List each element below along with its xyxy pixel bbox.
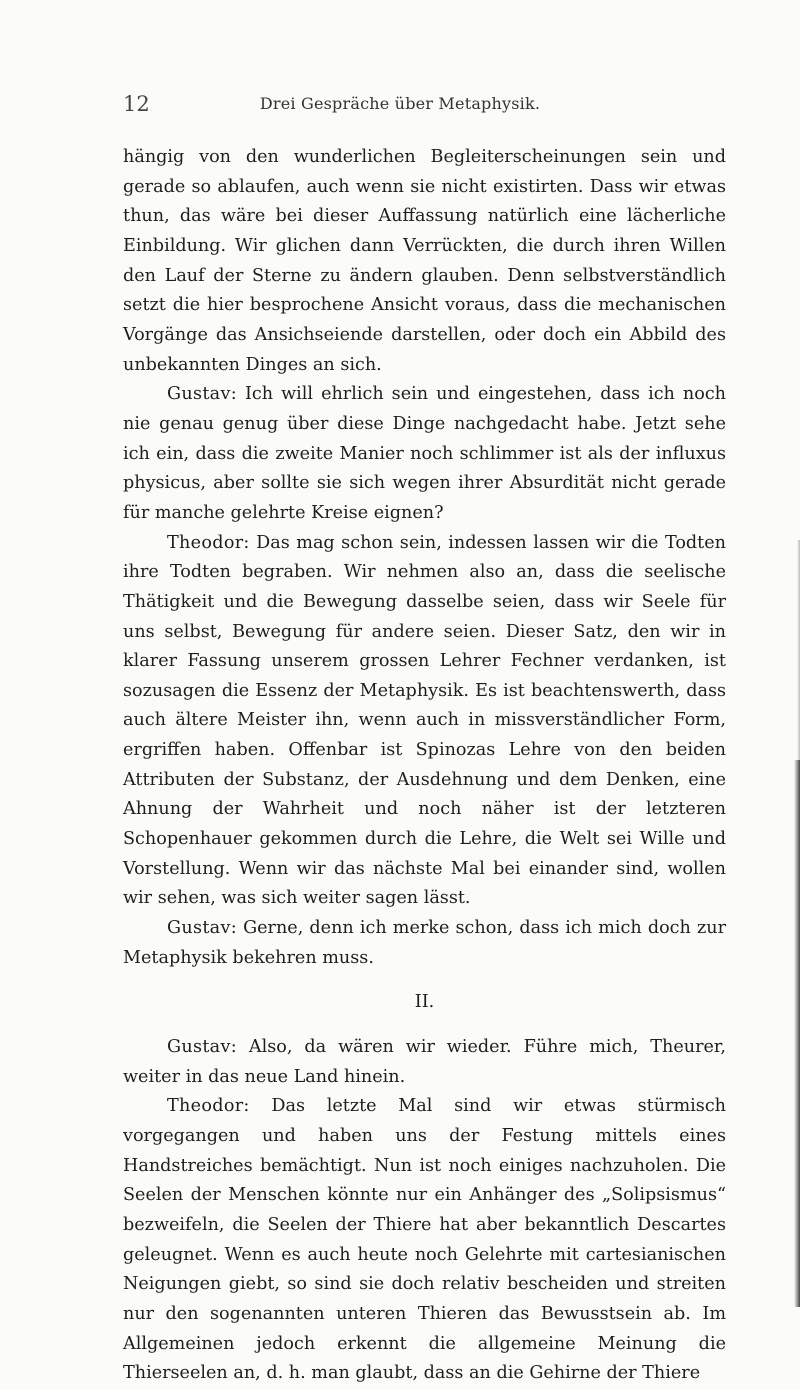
paragraph-text: Das letzte Mal sind wir etwas stürmisch vorgegangen und haben uns der Festung mittels eines Handstreiches bemächtigt. Nun ist noch einiges nachzuholen. Die Seelen der Menschen könnte nur ein Anhänger des „Solipsismus“ bezweifeln, die Seelen der Thiere hat aber bekanntlich Descartes geleugnet. Wenn es auch heute noch Gelehrte mit cartesianischen Neigungen giebt, so sind sie doch relativ bescheiden und streiten nur den sogenannten unteren Thieren das Bewusstsein ab. Im Allgemeinen jedoch erkennt die allgemeine Meinung die Thierseelen an, d. h. man glaubt, dass an die Gehirne der Thiere (123, 1096, 727, 1384)
paragraph-text: Das mag schon sein, indessen lassen wir die Todten ihre Todten begraben. Wir nehmen also an, dass die seelische Thätigkeit und die Bewegung dasselbe seien, dass wir Seele für uns selbst, Bewegung für andere seien. Dieser Satz, den wir in klarer Fassung unserem grossen Lehrer Fechner verdanken, ist sozusagen die Essenz der Metaphysik. Es ist beachtenswerth, dass auch ältere Meister ihn, wenn auch in missverständlicher Form, ergriffen haben. Offenbar ist Spinozas Lehre von den beiden Attributen der Substanz, der Ausdehnung und dem Denken, eine Ahnung der Wahrheit und noch näher ist der letzteren Schopenhauer gekommen durch die Lehre, die Welt sei Wille und Vorstellung. Wenn wir das nächste Mal bei einander sind, wollen wir sehen, was sich weiter sagen lässt. (123, 532, 726, 909)
speaker-label: Theodor: (167, 1096, 250, 1117)
paragraph (123, 529, 726, 915)
page-number: 12 (123, 92, 150, 116)
paragraph-text: Gerne, denn ich merke schon, dass ich mich doch zur Metaphysik bekehren muss. (123, 918, 726, 968)
running-title: Drei Gespräche über Metaphysik. (259, 94, 541, 113)
section-heading: II. (414, 992, 435, 1013)
speaker-label: Gustav: (167, 1037, 237, 1058)
paragraph (123, 1033, 726, 1092)
page-header (0, 92, 800, 122)
speaker-label: Gustav: (167, 918, 237, 939)
paragraph-text: hängig von den wunderlichen Begleiterscheinungen sein und gerade so ablaufen, auch wenn sie nicht existirten. Dass wir etwas thun, das wäre bei dieser Auffassung natürlich eine lächerliche Einbildung. Wir glichen dann Verrückten, die durch ihren Willen den Lauf der Sterne zu ändern glauben. Denn selbstverständlich setzt die hier besprochene Ansicht voraus, dass die mechanischen Vorgänge das Ansichseiende darstellen, oder doch ein Abbild des unbekannten Dinges an sich. (123, 147, 726, 375)
body-text (123, 143, 726, 1389)
paragraph-text: Also, da wären wir wieder. Führe mich, Theurer, weiter in das neue Land hinein. (123, 1037, 726, 1087)
paragraph (123, 380, 726, 528)
paragraph-text: Ich will ehrlich sein und eingestehen, dass ich noch nie genau genug über diese Dinge nachgedacht habe. Jetzt sehe ich ein, dass die zweite Manier noch schlimmer ist als der influxus physicus, aber sollte sie sich wegen ihrer Absurdität nicht gerade für manche gelehrte Kreise eignen? (123, 384, 726, 523)
speaker-label: Theodor: (167, 532, 250, 553)
page-edge-shadow (794, 760, 800, 1307)
paragraph (123, 1092, 726, 1389)
paragraph (123, 914, 726, 973)
speaker-label: Gustav: (167, 384, 237, 405)
paragraph (123, 143, 726, 380)
